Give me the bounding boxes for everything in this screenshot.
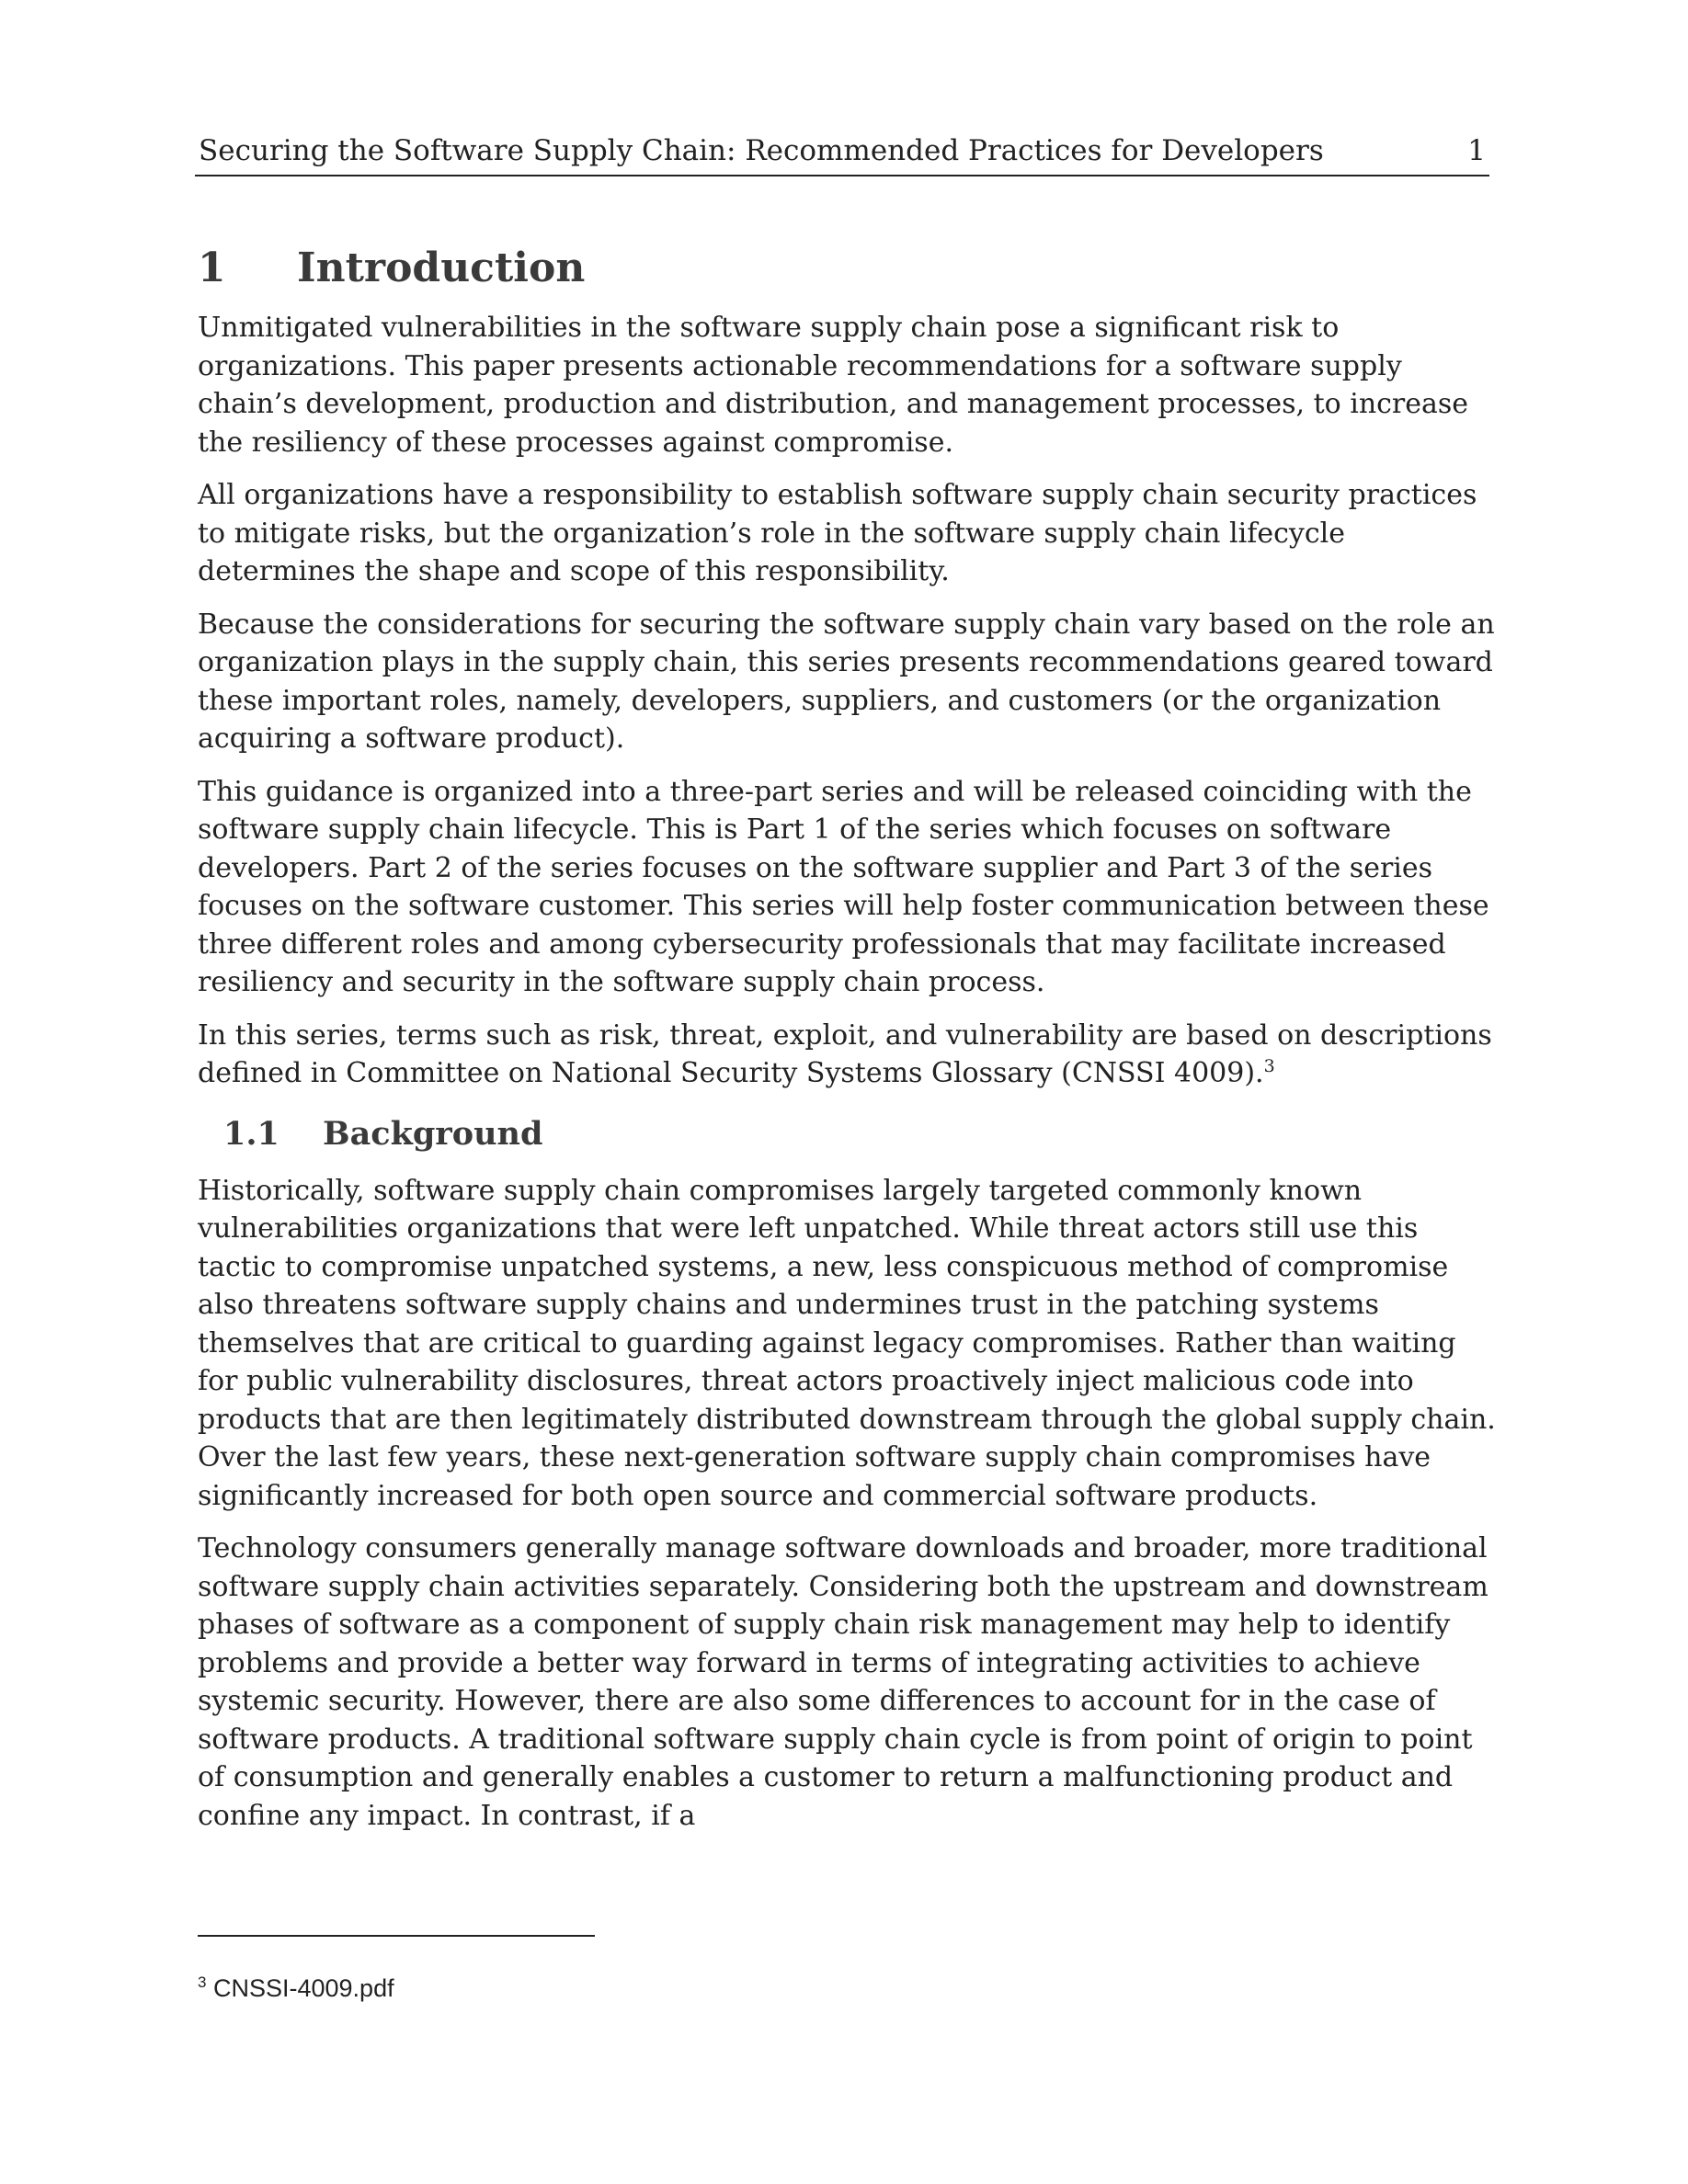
header-title: Securing the Software Supply Chain: Recommended Practices for Developers — [199, 134, 1324, 167]
section-title: Introduction — [297, 245, 586, 291]
paragraph: Because the considerations for securing the software supply chain vary based on the role an organization plays in the supply chain, this series presents recommendations geared toward these important roles, namely, developers, suppliers, and customers (or the organization acquiring a software product). — [198, 608, 1495, 755]
paragraph: This guidance is organized into a three-part series and will be released coinciding with the software supply chain lifecycle. This is Part 1 of the series which focuses on software developers. Part 2 of the series focuses on the software supplier and Part 3 of the series focuses on the software customer. This series will help foster communication between these three different roles and among cybersecurity professionals that may facilitate increased resiliency and security in the software supply chain process. — [198, 775, 1489, 998]
section-number: 1 — [198, 245, 226, 291]
subsection-title: Background — [323, 1114, 543, 1153]
footnote-reference[interactable]: 3 — [1263, 1056, 1275, 1076]
document-body — [198, 241, 1503, 1849]
paragraph: All organizations have a responsibility to establish software supply chain security practices to mitigate risks, but the organization’s role in the software supply chain lifecycle determines the shape and scope of this responsibility. — [198, 479, 1477, 587]
paragraph: Technology consumers generally manage software downloads and broader, more traditional software supply chain activities separately. Considering both the upstream and downstream phases of software as a component of supply chain risk management may help to identify problems and provide a better way forward in terms of integrating activities to achieve systemic security. However, there are also some differences to account for in the case of software products. A traditional software supply chain cycle is from point of origin to point of consumption and generally enables a customer to return a malfunctioning product and confine any impact. In contrast, if a — [198, 1532, 1488, 1832]
running-header — [195, 131, 1489, 176]
footnote — [198, 1973, 394, 2004]
footnote-text[interactable]: CNSSI-4009.pdf — [212, 1974, 394, 2002]
subsection-heading-background — [223, 1113, 1503, 1155]
footnote-marker: 3 — [198, 1974, 207, 1991]
footnote-divider — [198, 1935, 595, 1937]
paragraph: Unmitigated vulnerabilities in the software supply chain pose a significant risk to organizations. This paper presents actionable recommendations for a software supply chain’s development, production and distribution, and management processes, to increase the resiliency of these processes against compromise. — [198, 312, 1469, 459]
paragraph: Historically, software supply chain compromises largely targeted commonly known vulnerabilities organizations that were left unpatched. While threat actors still use this tactic to compromise unpatched systems, a new, less conspicuous method of compromise also threatens software supply chains and undermines trust in the patching systems themselves that are critical to guarding against legacy compromises. Rather than waiting for public vulnerability disclosures, threat actors proactively inject malicious code into products that are then legitimately distributed downstream through the global supply chain. Over the last few years, these next-generation software supply chain compromises have significantly increased for both open source and commercial software products. — [198, 1174, 1496, 1512]
paragraph-text: In this series, terms such as risk, threat, exploit, and vulnerability are based on descriptions defined in Committee on National Security Systems Glossary (CNSSI 4009). — [198, 1018, 1492, 1089]
page-number: 1 — [1467, 134, 1486, 167]
subsection-number: 1.1 — [223, 1114, 279, 1153]
paragraph-with-footnote — [198, 1017, 1503, 1093]
section-heading-introduction — [198, 241, 1503, 296]
